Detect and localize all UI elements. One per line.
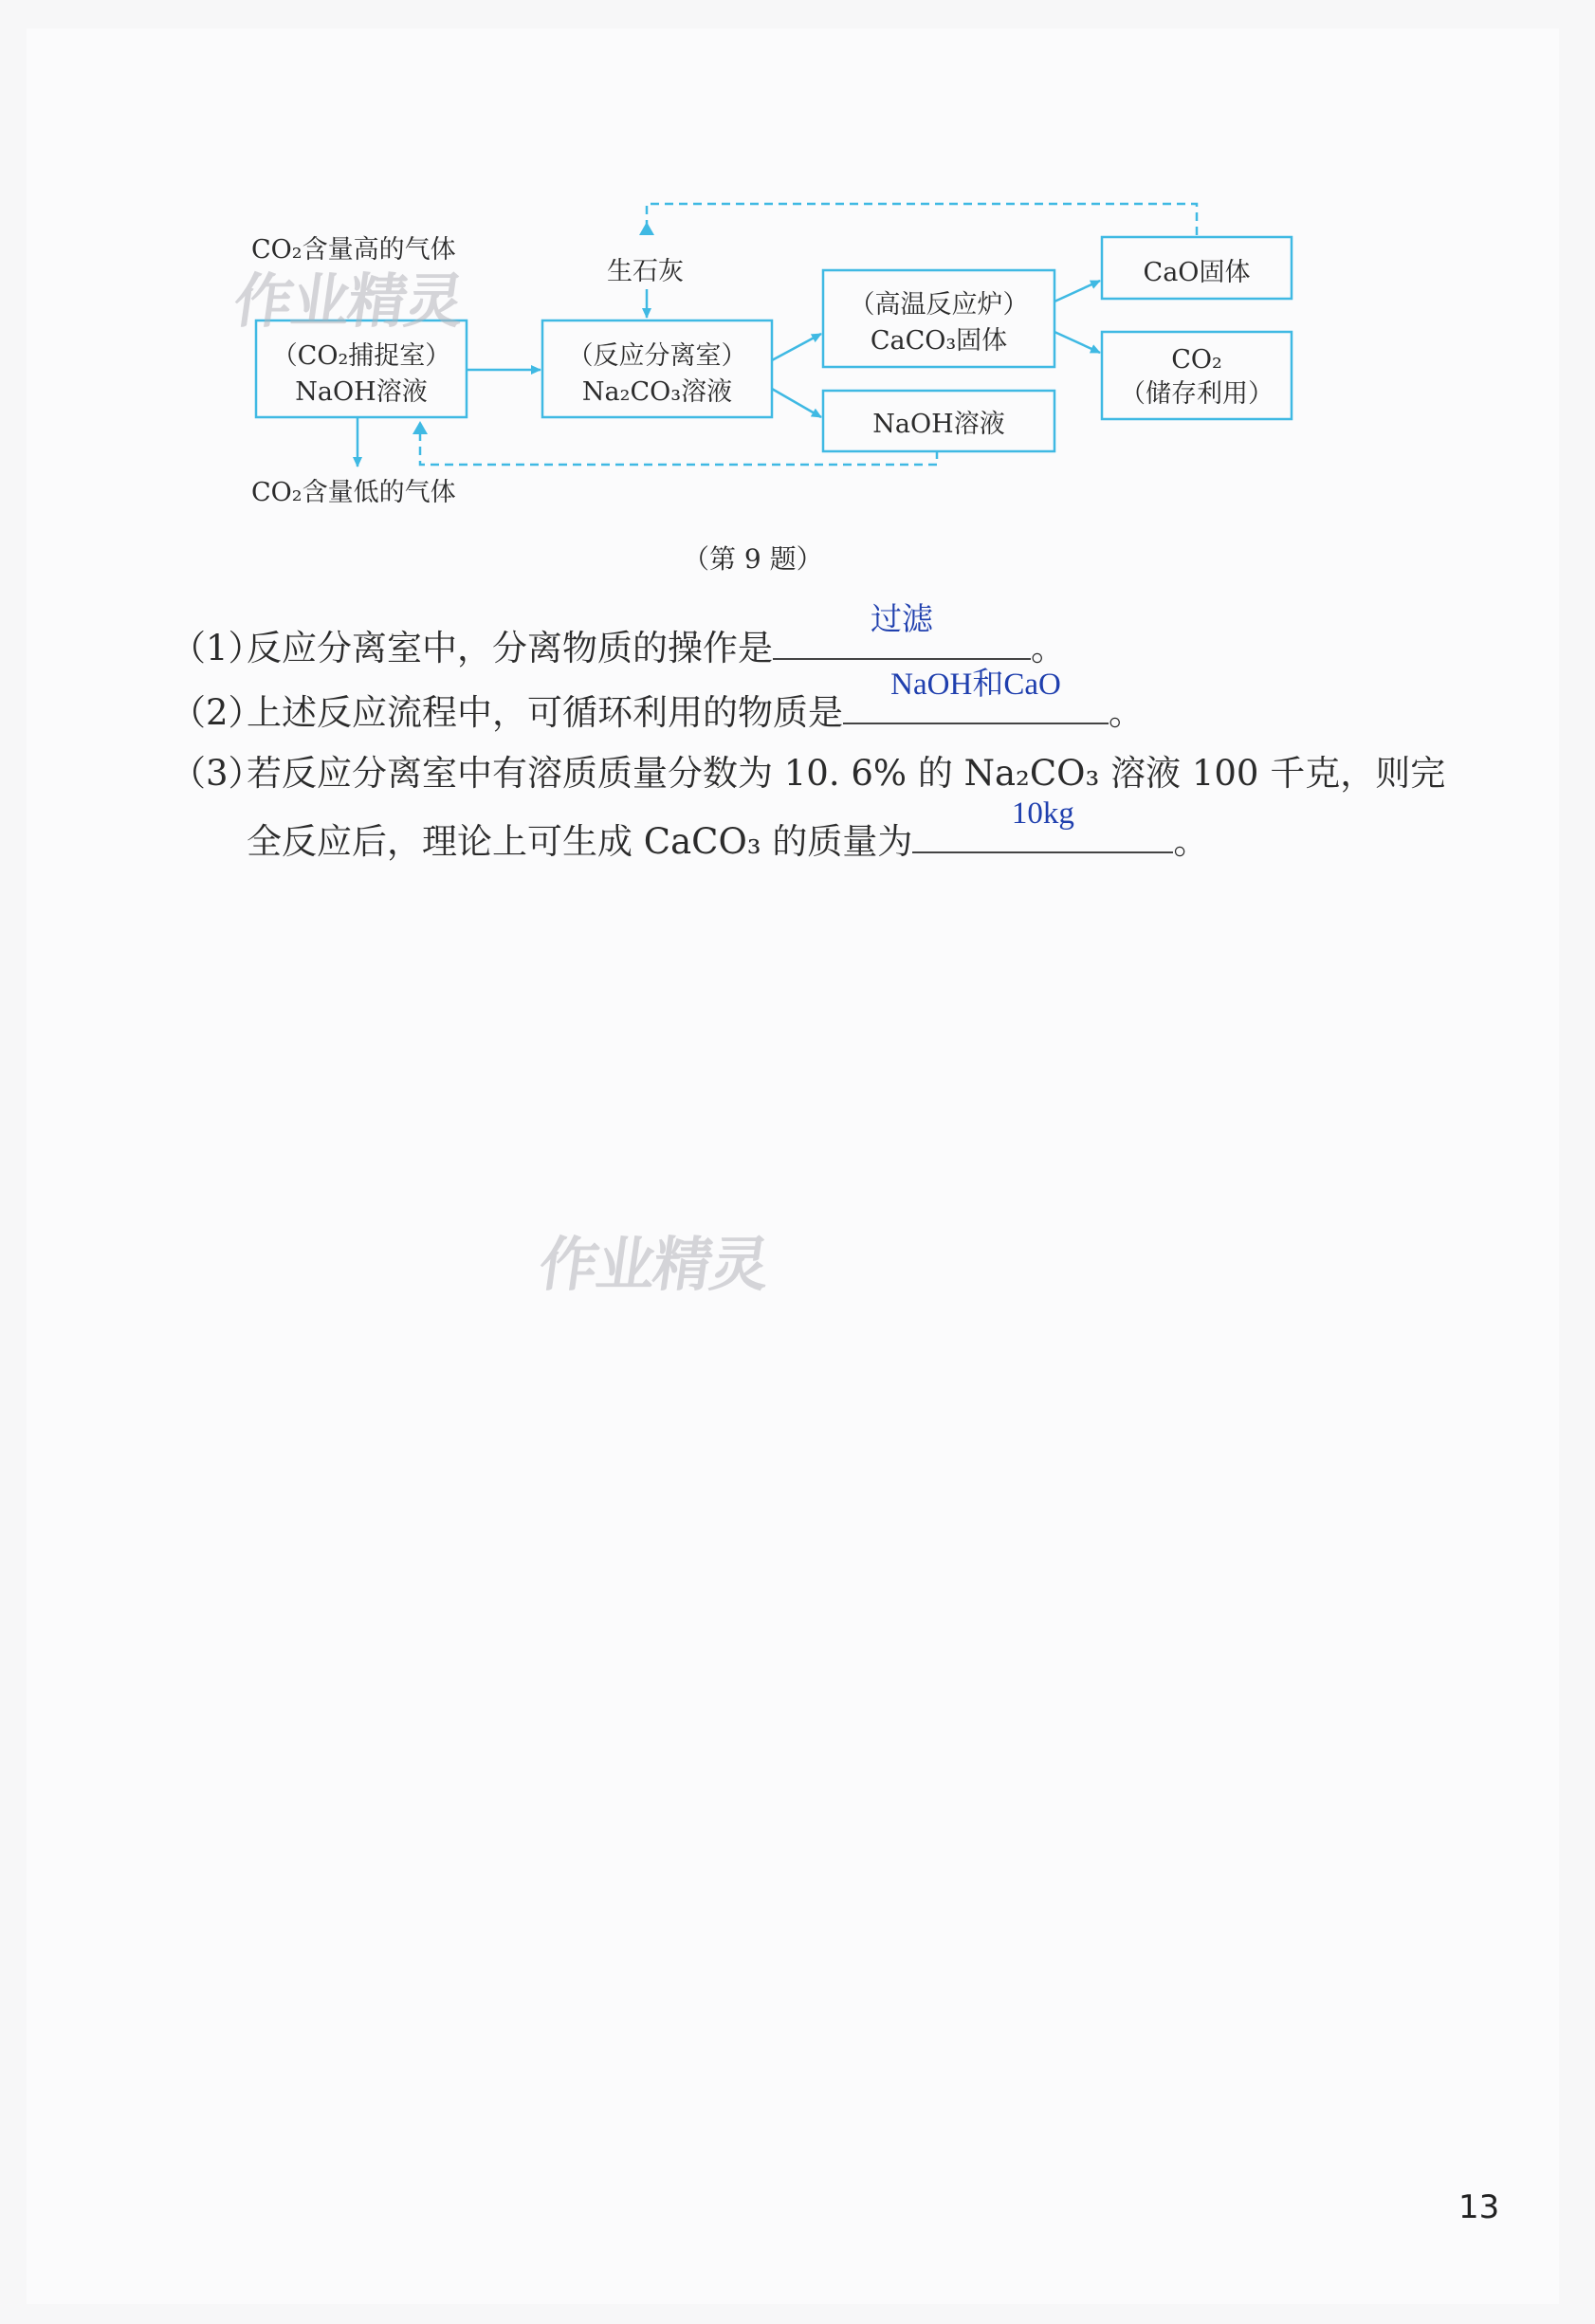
figure-caption: （第 9 题） (683, 543, 823, 575)
cao-solid-box (1102, 237, 1292, 299)
question-text-line1: 若反应分离室中有溶质质量分数为 10. 6% 的 Na₂CO₃ 溶液 100 千克，则完 (247, 753, 1446, 794)
question-3 (171, 745, 1445, 802)
furnace-to-cao-arrow (1054, 281, 1100, 302)
question-3-continued: 全反应后，理论上可生成 CaCO₃ 的质量为 10kg 。 (247, 810, 1208, 870)
answer-blank[interactable] (912, 796, 1173, 853)
naoh-solution-box (823, 391, 1054, 451)
co2-box-line1: CO₂ (1171, 345, 1222, 375)
question-text: 上述反应流程中，可循环利用的物质是 (247, 692, 843, 733)
question-2: （2）上述反应流程中，可循环利用的物质是 NaOH和CaO 。 (171, 681, 1144, 741)
answer-blank[interactable] (843, 668, 1109, 724)
handwritten-answer: 10kg (1011, 796, 1074, 831)
handwritten-answer: NaOH和CaO (890, 668, 1061, 702)
watermark-top: 作业精灵 (229, 266, 468, 336)
question-text: 反应分离室中，分离物质的操作是 (247, 628, 773, 668)
co2-box-line2: （储存利用） (1120, 379, 1274, 409)
top-input-label: CO₂含量高的气体 (251, 235, 456, 265)
furnace-to-co2-arrow (1054, 332, 1100, 353)
co2-storage-box (1102, 332, 1292, 419)
page-number: 13 (1458, 2188, 1500, 2226)
dashed-recycle-cao-line (639, 204, 1197, 235)
separation-to-naoh-arrow (772, 389, 821, 417)
separation-room-line2: Na₂CO₃溶液 (581, 377, 733, 407)
question-number: （1） (171, 628, 264, 668)
watermark-middle: 作业精灵 (535, 1230, 773, 1299)
question-text-line2: 全反应后，理论上可生成 CaCO₃ 的质量为 (247, 821, 913, 862)
answer-blank[interactable] (773, 603, 1031, 660)
separation-room-line1: （反应分离室） (567, 341, 747, 371)
naoh-box-text: NaOH溶液 (872, 410, 1005, 439)
quicklime-label: 生石灰 (607, 257, 684, 286)
bottom-output-label: CO₂含量低的气体 (251, 478, 456, 507)
capture-room-line1: （CO₂捕捉室） (271, 341, 451, 371)
dashed-recycle-naoh-line (412, 421, 937, 465)
handwritten-answer: 过滤 (871, 603, 933, 637)
question-number: （3） (171, 753, 264, 794)
furnace-line2: CaCO₃固体 (870, 326, 1008, 356)
separation-to-furnace-arrow (772, 334, 821, 360)
cao-box-text: CaO固体 (1143, 258, 1251, 287)
furnace-line1: （高温反应炉） (849, 290, 1029, 320)
question-1: （1）反应分离室中，分离物质的操作是 过滤 。 (171, 616, 1066, 677)
furnace-box (823, 270, 1054, 367)
capture-room-line2: NaOH溶液 (295, 377, 428, 407)
separation-room-box (542, 320, 772, 417)
question-number: （2） (171, 692, 264, 733)
